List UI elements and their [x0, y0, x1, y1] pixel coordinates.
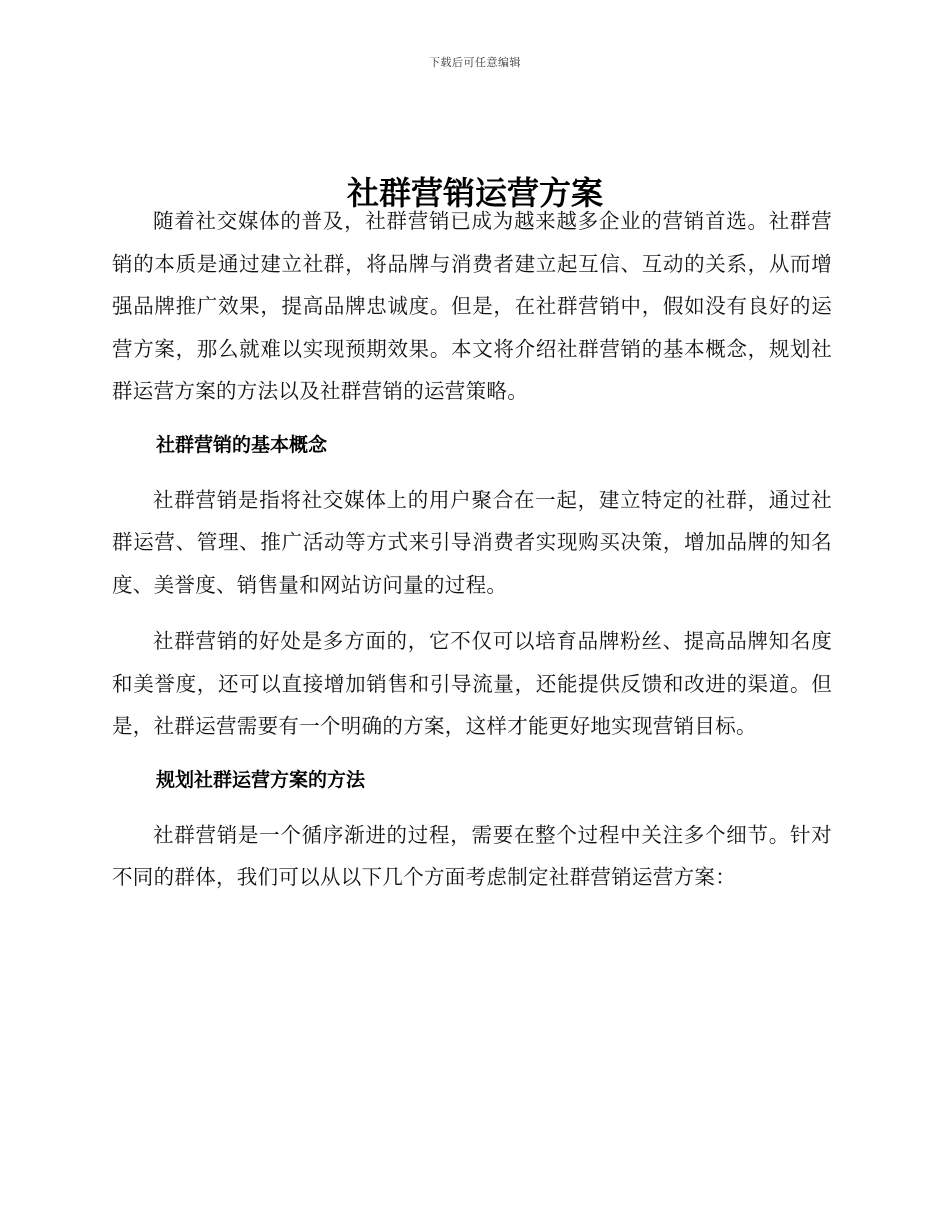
document-title: 社群营销运营方案 — [346, 174, 603, 213]
paragraph: 社群营销是一个循序渐进的过程，需要在整个过程中关注多个细节。针对不同的群体，我们可以从以下几个方面考虑制定社群营销运营方案： — [112, 822, 832, 889]
intro-paragraph: 随着社交媒体的普及，社群营销已成为越来越多企业的营销首选。社群营销的本质是通过建立社群，将品牌与消费者建立起互信、互动的关系，从而增强品牌推广效果，提高品牌忠诚度。但是，在社群营销中，假如没有良好的运营方案，那么就难以实现预期效果。本文将介绍社群营销的基本概念，规划社群运营方案的方法以及社群营销的运营策略。 — [112, 209, 832, 403]
paragraph: 社群营销的好处是多方面的，它不仅可以培育品牌粉丝、提高品牌知名度和美誉度，还可以直接增加销售和引导流量，还能提供反馈和改进的渠道。但是，社群运营需要有一个明确的方案，这样才能更好地实现营销目标。 — [112, 629, 832, 738]
page-header-note: 下载后可任意编辑 — [429, 56, 521, 69]
section-heading-planning-method: 规划社群运营方案的方法 — [156, 768, 366, 791]
paragraph: 社群营销是指将社交媒体上的用户聚合在一起，建立特定的社群，通过社群运营、管理、推广活动等方式来引导消费者实现购买决策，增加品牌的知名度、美誉度、销售量和网站访问量的过程。 — [112, 487, 832, 597]
document-body — [112, 200, 832, 899]
section-heading-basic-concept: 社群营销的基本概念 — [156, 433, 328, 456]
